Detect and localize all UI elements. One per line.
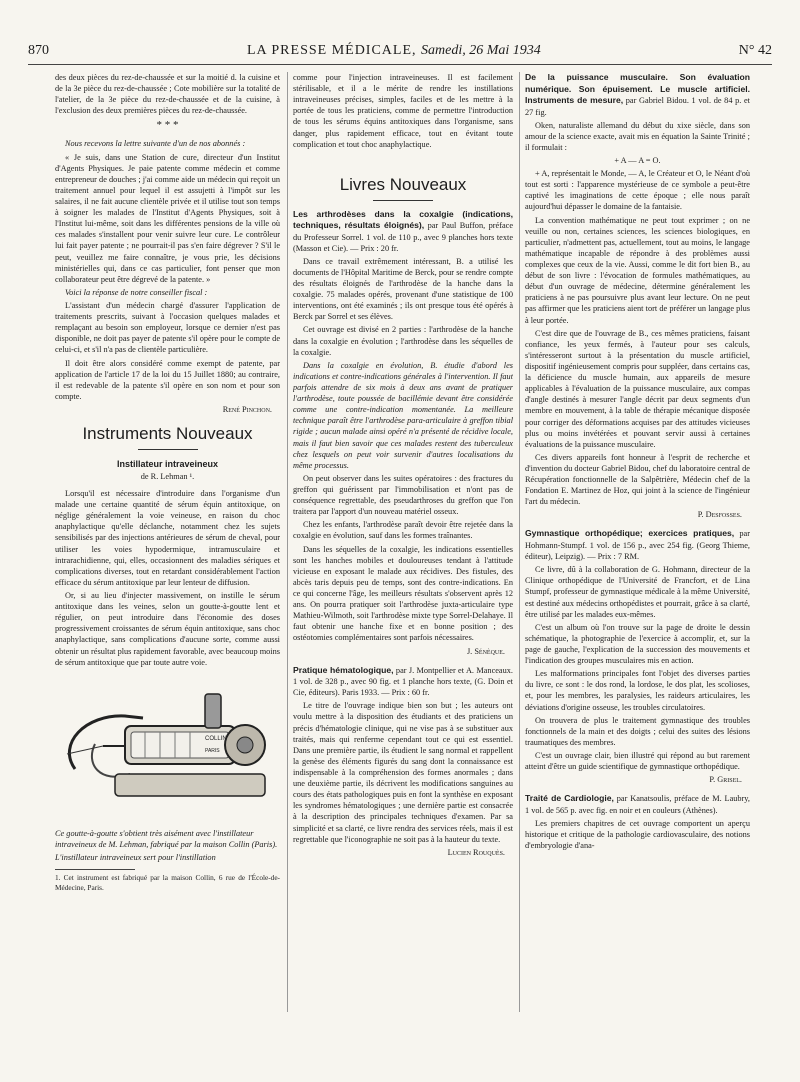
instrument-figure bbox=[55, 674, 280, 824]
formula: + A — A = O. bbox=[614, 155, 661, 165]
figure-caption: L'instillateur intraveineux sert pour l'instillation bbox=[55, 852, 216, 862]
paragraph: Or, si au lieu d'injecter massivement, on instille le sérum antitoxique dans les veines, selon un goutte-à-goutte lent et régulier, on peut introduire dans l'économie des doses progressivement croissantes de sérum équin antitoxique, sans choc anaphylactique, sans complications d'aucune sorte, comme aussi obtenir un résultat plus rapidement favorable, avec beaucoup moins de sérum antitoxique que par toute autre voie. bbox=[55, 590, 280, 667]
book-title: Pratique hématologique, bbox=[293, 664, 394, 675]
paragraph: Dans les séquelles de la coxalgie, les indications essentielles sont les hanches mobiles et douloureuses tendant à l'attitude vicieuse en exposant le malade aux récidives. Des fistules, des abcès taris depuis peu de temps, sont des contre-indications. En ce qui concerne l'âge, les meilleurs résultats s'observent après 12 ans. On pourra pratiquer soit l'arthrodèse juxta-articulaire type Mathieu-Wilmoth, soit l'arthrodèse mixte type Sorrel-Delahaye. Il faut obtenir une hanche fixe et en bonne position ; des ostéotomies complémentaires sont parfois nécessaires. bbox=[293, 544, 513, 643]
review-header bbox=[525, 72, 750, 118]
paragraph: Ce livre, dû à la collaboration de G. Hohmann, directeur de la Clinique orthopédique de l'Université de Francfort, et de Lina Stumpf, professeur de gymnastique médicale à la même Université, est destiné aux médecins orthopédistes et pourrait, grâce à sa clarté, être utilisé par les malades eux-mêmes. bbox=[525, 565, 750, 619]
book-meta: par Paul Buffon, préface du Professeur Sorrel. 1 vol. de 110 p., avec 9 planches hors texte (Masson et Cie). — Prix : 20 fr. bbox=[293, 221, 513, 253]
book-meta: par Gabriel Bidou. 1 vol. de 84 p. et 27 fig. bbox=[525, 96, 750, 117]
wheel-hub bbox=[237, 737, 253, 753]
column-middle bbox=[293, 72, 513, 1072]
signature: J. Sénèque. bbox=[466, 646, 505, 656]
spacer bbox=[293, 152, 513, 170]
paragraph: C'est un ouvrage clair, bien illustré qui répond au but rarement atteint d'être un guide scientifique de gymnastique orthopédique. bbox=[525, 750, 750, 772]
section-separator-stars: * * * bbox=[156, 119, 179, 132]
review-header bbox=[525, 793, 750, 816]
book-meta: par J. Montpellier et A. Manceaux. 1 vol. de 328 p., avec 90 fig. et 1 planche hors texte, (G. Doin et Cie, éditeurs). Paris 1933. — Prix : 60 fr. bbox=[293, 665, 513, 698]
footnote-rule bbox=[55, 869, 135, 870]
column-left bbox=[55, 72, 280, 1072]
section-heading: Instruments Nouveaux bbox=[82, 424, 253, 444]
figure-brand: COLLIN bbox=[205, 735, 227, 742]
book-review bbox=[525, 793, 750, 851]
book-title: Les arthrodèses dans la coxalgie (indications, techniques, résultats éloignés), bbox=[293, 208, 513, 231]
column-divider bbox=[287, 72, 288, 1012]
journal-title-line: LA PRESSE MÉDICALE, Samedi, 26 Mai 1934 bbox=[247, 43, 541, 58]
reply-intro: Voici la réponse de notre conseiller fiscal : bbox=[65, 287, 208, 297]
paragraph: Il doit être alors considéré comme exempt de patente, par application de l'article 17 de la loi du 15 Juillet 1880; au contraire, il est redevable de la patente s'il opère en son nom et pour son compte. bbox=[55, 358, 280, 401]
signature: René Pinchon. bbox=[222, 404, 272, 414]
section-heading: Livres Nouveaux bbox=[339, 174, 467, 194]
page-header bbox=[28, 42, 772, 65]
paragraph: La convention mathématique ne peut tout exprimer ; on ne veuille ou non, certaines sciences, les sciences biologiques, en particulier, n'admettent pas, actuellement, tout au moins, le langage mathématique incapable de répondre à des problèmes aussi complexes que ceux de la vie. Aussi, comme le dit fort bien B., au début de son livre : l'évocation de formules mathématiques, au début d'un ouvrage de médecine, détermine généralement les praticiens à ne pas poursuivre plus avant leur lecture. On ne peut pas affirmer que les praticiens aient tort de préférer un langage plus à leur portée. bbox=[525, 215, 750, 325]
paragraph: Cet ouvrage est divisé en 2 parties : l'arthrodèse de la hanche dans la coxalgie en évolution ; l'arthrodèse dans les séquelles de la coxalgie. bbox=[293, 325, 513, 357]
paragraph: On peut observer dans les suites opératoires : des fractures du greffon qui guérissent par l'immobilisation et n'ont pas de conséquence regrettable, des pseudarthroses du greffon que l'on traitera par l'apport d'un nouveau matériel osseux. bbox=[293, 473, 513, 517]
review-header bbox=[525, 528, 750, 562]
syringe-illustration bbox=[55, 674, 280, 824]
paragraph: Les premiers chapitres de cet ouvrage comportent un aperçu historique et critique de la pathologie cardiovasculaire, des notions d'embryologie d'ana- bbox=[525, 818, 750, 851]
letter-intro: Nous recevons la lettre suivante d'un de nos abonnés : bbox=[65, 139, 246, 149]
signature: P. Grisel. bbox=[709, 775, 742, 785]
screw-knob bbox=[205, 694, 221, 728]
paragraph: C'est un album où l'on trouve sur la page de droite le dessin schématique, la photographie de l'exercice à accomplir, et, sur la page de gauche, l'explication de la succession des mouvements et l'indication des groupes musculaires mis en action. bbox=[525, 622, 750, 666]
issue-number: N° 42 bbox=[738, 43, 772, 58]
column-right bbox=[525, 72, 750, 1072]
paragraph: Dans la coxalgie en évolution, B. étudie d'abord les indications et contre-indications générales à l'intervention. Il faut parfois attendre de six mois à deux ans avant de pratiquer l'arthrodèse, toute poussée de bacillémie devant être considérée comme une contre-indication momentanée. La meilleure technique paraît être l'arthrodèse para-articulaire à greffon tibial rigide ; aucun malade ainsi opéré n'a présenté de récidive locale, mais il faut bien savoir que ces malades restent des tuberculeux chez lesquels on peut voir survenir d'autres localisations du même processus. bbox=[293, 360, 513, 470]
book-meta: par Kanatsoulis, préface de M. Laubry, 1 vol. de 565 p. avec fig. en noir et en couleurs (Athènes). bbox=[525, 794, 750, 815]
issue-date: Samedi, 26 Mai 1934 bbox=[421, 43, 541, 58]
signature: P. Desfosses. bbox=[697, 510, 742, 520]
book-meta: par Hohmann-Stumpf. 1 vol. de 156 p., avec 254 fig. (Georg Thieme, éditeur), Leipzig). — Prix : 7 RM. bbox=[525, 529, 750, 562]
paragraph: Le titre de l'ouvrage indique bien son but ; les auteurs ont voulu mettre à la disposition des étudiants et des praticiens un précis d'hématologie clinique, qui ne vise pas à se substituer aux traités, mais qui renferme cependant tout ce qui est essentiel. Dans une première partie, ils étudient le sang normal et rappellent la genèse des éléments figurés du sang dont la connaissance est indispensable à la compréhension des formes anormales ; dans une deuxième partie, ils décrivent les modifications sanguines au cours des états pathologiques puis en font la synthèse en exposant les syndromes hématologiques ; une dernière partie est consacrée à la description des principales techniques d'examen. Par sa simplicité et sa clarté, ce livre rendra des services réels, mais il est regrettable que l'iconographie ne soit pas à la hauteur du texte. bbox=[293, 701, 513, 844]
reader-letter: « Je suis, dans une Station de cure, directeur d'un Institut d'Agents Physiques. Je paie patente comme médecin et comme entrepreneur de douches ; j'ai comme aide un médecin qui reçoit un traitement annuel pour lequel il est assujetti à l'impôt sur les salaires, il ne fait aucune clientèle privée et il utilise tout son temps à soigner les malades de l'Institut d'Agents Physiques, soit à l'Institut lui-même, soit dans les différentes pensions de la ville où ces malades s'installent pour venir suivre leur cure. Le contrôleur lui fait payer patente ; ne pourrait-il pas s'en faire dégrever ? S'il le peut, veuillez me faire connaître, je vous prie, les décisions ministérielles qui, dans ce cas particulier, font penser que mon collaborateur peut être dégrevé de la patente. » bbox=[55, 152, 280, 284]
review-header bbox=[293, 209, 513, 254]
paragraph: des deux pièces du rez-de-chaussée et sur la moitié d. la cuisine et de la 3e pièce du rez-de-chaussée ; Cote mobilière sur la totalité de l'atelier, de la 3e pièce du rez-de-chaussée et de la cuisine, à l'exclusion des deux premières pièces du rez-de-chaussée. bbox=[55, 73, 280, 116]
book-review bbox=[293, 209, 513, 657]
article-author: de R. Lehman ¹. bbox=[140, 471, 195, 481]
page-number: 870 bbox=[28, 43, 49, 58]
paragraph: On trouvera de plus le traitement gymnastique des troubles fonctionnels de la main et des doigts ; celui des suites des lésions traumatiques des membres. bbox=[525, 715, 750, 747]
paragraph: Les malformations principales font l'objet des diverses parties du livre, ce sont : le dos rond, la lordose, le dos plat, les scolioses, et, pour les membres, les paralysies, les raideurs articulaires, les déviations d'origine osseuse, les troubles circulatoires. bbox=[525, 669, 750, 712]
paragraph: + A, représentait le Monde, — A, le Créateur et O, le Néant d'où tout est sorti : l'apparence mystérieuse de ce symbole a peut-être captivé les imaginations de cette époque ; elle nous paraît aujourd'hui dépasser le domaine de la fantaisie. bbox=[525, 169, 750, 212]
book-review bbox=[525, 72, 750, 520]
book-title: Traité de Cardiologie, bbox=[525, 793, 614, 804]
book-review bbox=[525, 528, 750, 785]
book-review bbox=[293, 665, 513, 858]
figure-brand-sub: PARIS bbox=[205, 747, 220, 754]
article-title: Instillateur intraveineux bbox=[116, 458, 219, 469]
heading-rule bbox=[373, 200, 433, 201]
footnote: 1. Cet instrument est fabriqué par la maison Collin, 6 rue de l'École-de-Médecine, Paris. bbox=[55, 873, 280, 892]
paragraph: C'est dire que de l'ouvrage de B., ces mêmes praticiens, faisant confiance, les yeux fermés, à l'auteur pour ses calculs, s'intéresseront surtout à la présentation du muscle artificiel, dispositif ingénieusement compris pour suppléer, dans certains cas, la déficience du muscle humain, aux appareils de mesure applicables à l'évaluation de la puissance musculaire, aux compas d'angle destinés à mesurer l'angle décrit par deux segments d'un membre en mouvement, à la table de thérapie mécanique disposée pour corriger des déformations acquises par des attitudes vicieuses plus ou moins invétérées et pouvant servir aussi à certaines évaluations de la puissance musculaire. bbox=[525, 328, 750, 449]
heading-rule bbox=[138, 449, 198, 450]
figure-caption: Ce goutte-à-goutte s'obtient très aisément avec l'instillateur intraveineux de M. Lehman, fabriqué par la maison Collin (Paris). bbox=[55, 828, 278, 849]
paragraph: Chez les enfants, l'arthrodèse paraît devoir être rejetée dans la coxalgie en évolution, sauf dans les formes traînantes. bbox=[293, 520, 513, 541]
paragraph: Oken, naturaliste allemand du début du xixe siècle, dans son amour de la science exacte, avait mis en équation la Sainte Trinité ; il formulait : bbox=[525, 120, 750, 152]
paragraph: Dans ce travail extrêmement intéressant, B. a utilisé les documents de l'Hôpital Maritime de Berck, pour se rendre compte des résultats éloignés de l'arthrodèse de la hanche dans la coxalgie. 75 malades opérés, provenant d'une statistique de 100 interventions, ont été examinés ; ils ont presque tous été opérés à Berck par Sorrel et ses élèves. bbox=[293, 256, 513, 322]
review-header bbox=[293, 665, 513, 699]
journal-name: LA PRESSE MÉDICALE bbox=[247, 43, 413, 58]
paragraph: L'assistant d'un médecin chargé d'assurer l'application de traitements prescrits, suivant à l'occasion quelques malades et remplaçant au besoin son employeur, lorsque ce dernier n'est pas disponible, ne doit pas payer de patente s'il opère pour le compte de celui-ci, et s'il n'a pas de clientèle particulière. bbox=[55, 300, 280, 355]
paragraph: Lorsqu'il est nécessaire d'introduire dans l'organisme d'un malade une certaine quantité de sérum équin antitoxique, on néglige généralement la voie veineuse, en raison du choc anaphylactique qu'elle déclanche, notamment chez les sujets sensibilisés par des injections antérieures de sérum de cheval, pour utiliser les voies hypodermique, intramusculaire et intrarachidienne, qui, elles, occasionnent des maladies sériques et complications diverses, tout en retardant considérablement l'action efficace du sérum antitoxique par leur lenteur de diffusion. bbox=[55, 488, 280, 587]
column-divider bbox=[519, 72, 520, 1012]
needle bbox=[67, 746, 103, 754]
paragraph: Ces divers appareils font honneur à l'esprit de recherche et d'invention du docteur Gabriel Bidou, chef du laboratoire central de Récupération fonctionnelle de la Salpêtrière, Médecin chef de la Fondation E. Martinez de Hoz, qui joint à la science de l'ingénieur l'art du médecin. bbox=[525, 452, 750, 507]
signature: Lucien Rouquès. bbox=[447, 847, 505, 857]
instrument-base bbox=[115, 774, 265, 796]
book-title: Gymnastique orthopédique; exercices pratiques, bbox=[525, 528, 735, 539]
paragraph: comme pour l'injection intraveineuses. Il est facilement stérilisable, et il a le mérite de rendre les instillations intraveineuses précises, simples, faciles et de les mettre à la portée de tous les praticiens, comme de permettre l'introduction de tous les sérums équins antitoxiques dans l'organisme, sans danger, plus rapidement efficace, tout en évitant toute complication et tout choc anaphylactique. bbox=[293, 73, 513, 149]
book-title: De la puissance musculaire. Son évaluation numérique. Son épuisement. Le muscle artificiel. Instruments de mesure, bbox=[525, 72, 750, 106]
